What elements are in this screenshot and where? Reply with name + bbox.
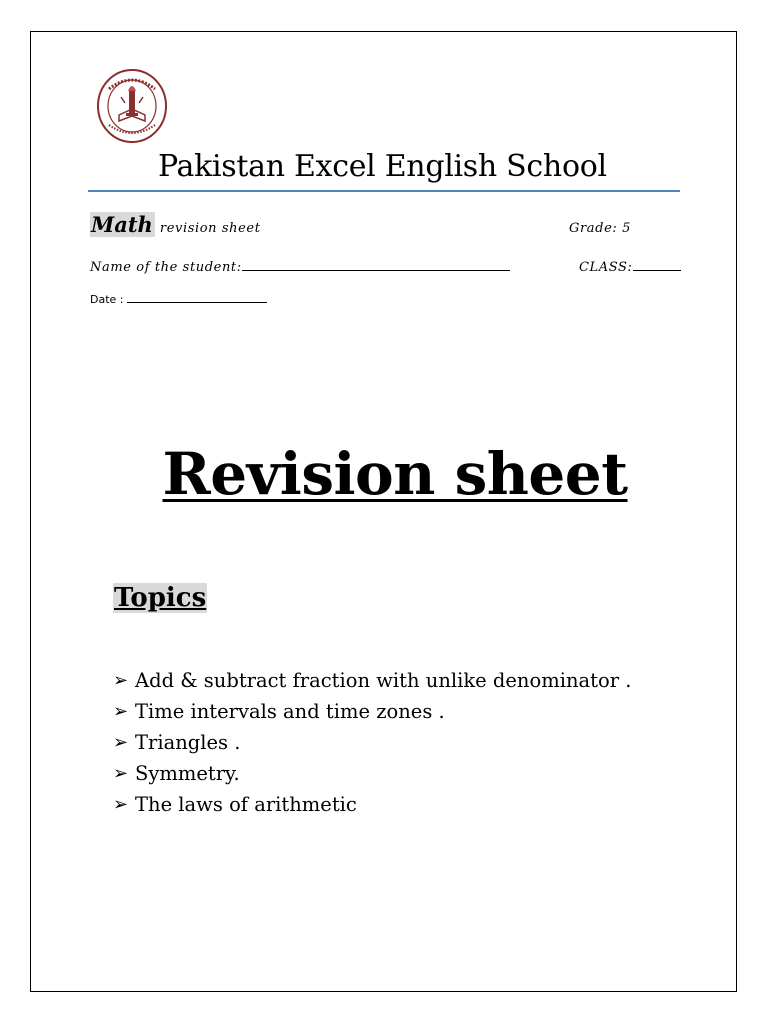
- arrow-bullet-icon: ➢: [113, 793, 129, 815]
- subject-label: Math: [91, 212, 153, 237]
- page-title: Revision sheet: [162, 440, 628, 508]
- arrow-bullet-icon: ➢: [113, 731, 129, 753]
- topic-text: Add & subtract fraction with unlike denominator .: [135, 668, 632, 692]
- school-crest-icon: [95, 67, 169, 145]
- list-item: [113, 665, 631, 696]
- date-label: Date :: [90, 293, 124, 306]
- student-name-blank[interactable]: [242, 258, 510, 271]
- student-name-field: [90, 258, 510, 275]
- topic-text: Triangles .: [135, 730, 241, 754]
- subject-line: [90, 212, 261, 237]
- date-field: [90, 292, 267, 306]
- arrow-bullet-icon: ➢: [113, 700, 129, 722]
- arrow-bullet-icon: ➢: [113, 669, 129, 691]
- list-item: [113, 696, 631, 727]
- list-item: [113, 727, 631, 758]
- subject-suffix: revision sheet: [159, 221, 261, 236]
- grade-label: Grade: 5: [569, 221, 631, 236]
- topic-text: Time intervals and time zones .: [135, 699, 445, 723]
- class-blank[interactable]: [633, 258, 681, 271]
- list-item: [113, 789, 631, 820]
- class-label: CLASS:: [579, 260, 633, 275]
- school-name: Pakistan Excel English School: [158, 149, 607, 184]
- arrow-bullet-icon: ➢: [113, 762, 129, 784]
- topics-heading: Topics: [114, 583, 207, 613]
- student-name-label: Name of the student:: [90, 260, 242, 275]
- topic-text: Symmetry.: [135, 761, 240, 785]
- header-divider: [88, 190, 680, 192]
- topic-list: [113, 665, 631, 820]
- list-item: [113, 758, 631, 789]
- class-field: [579, 258, 681, 275]
- date-blank[interactable]: [127, 292, 267, 303]
- topic-text: The laws of arithmetic: [135, 792, 357, 816]
